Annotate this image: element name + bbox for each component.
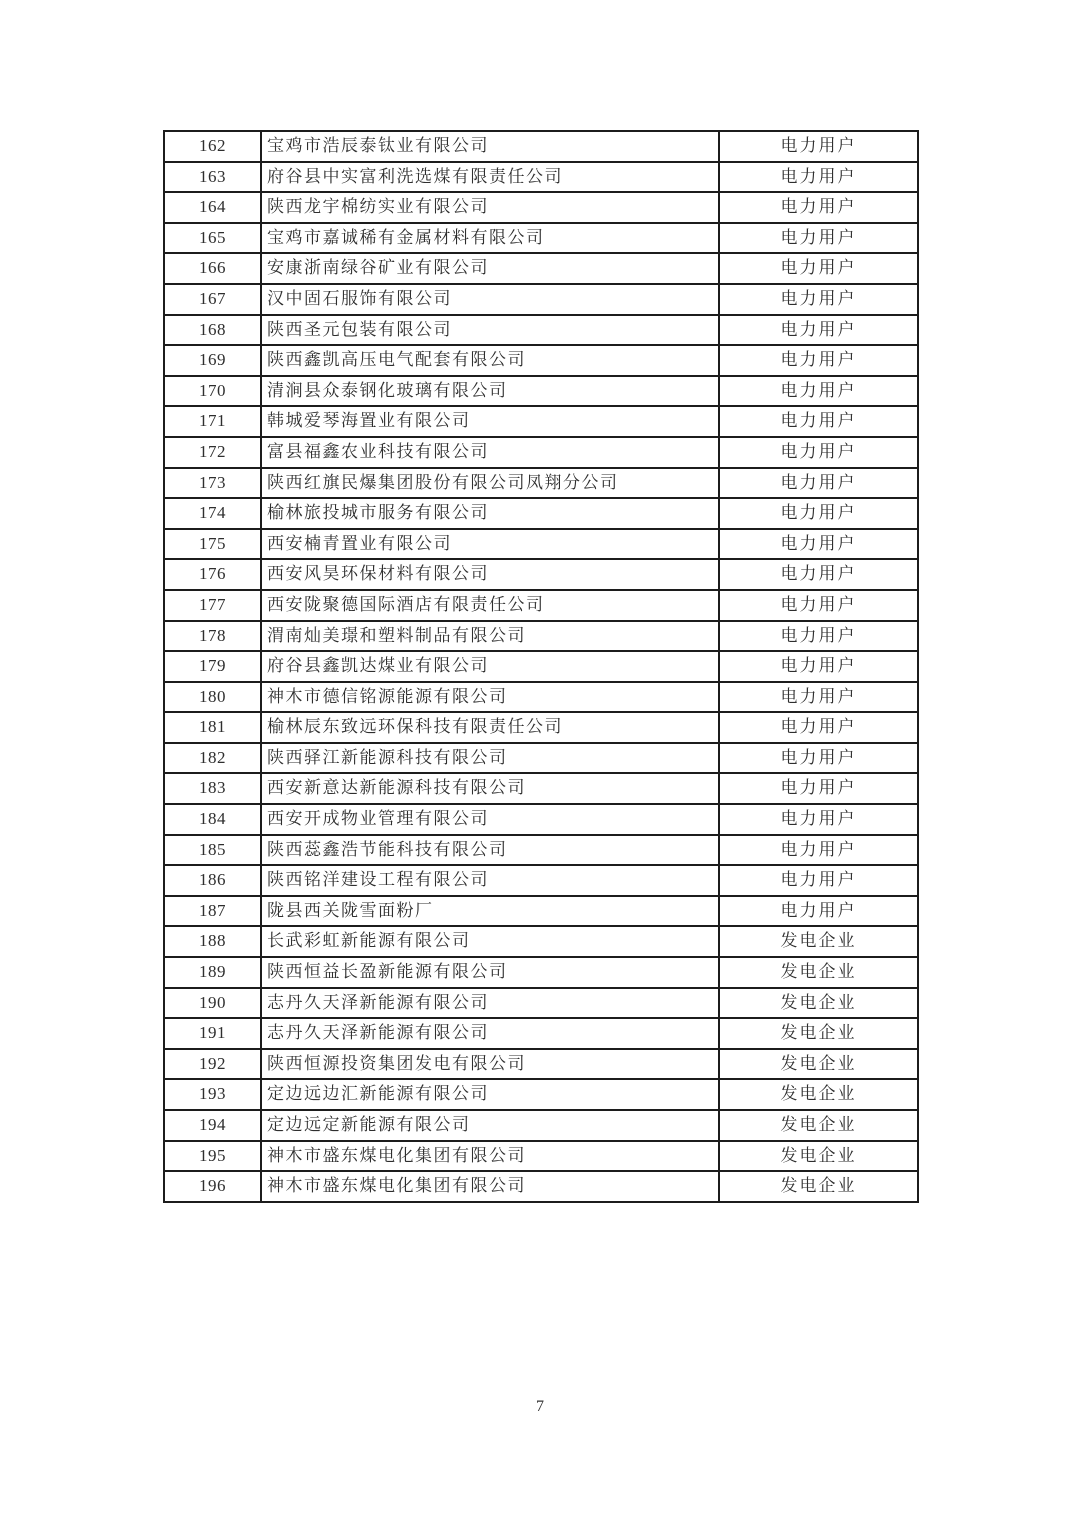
table-row xyxy=(164,437,918,468)
company-name: 府谷县鑫凯达煤业有限公司 xyxy=(261,651,719,682)
company-name: 陕西红旗民爆集团股份有限公司凤翔分公司 xyxy=(261,468,719,499)
participant-type: 电力用户 xyxy=(719,682,918,713)
participant-type: 发电企业 xyxy=(719,1171,918,1202)
participant-type: 电力用户 xyxy=(719,712,918,743)
company-name: 西安风昊环保材料有限公司 xyxy=(261,559,719,590)
row-number: 168 xyxy=(164,315,261,346)
table-row xyxy=(164,988,918,1019)
participant-type: 发电企业 xyxy=(719,988,918,1019)
row-number: 169 xyxy=(164,345,261,376)
participant-type: 电力用户 xyxy=(719,223,918,254)
row-number: 174 xyxy=(164,498,261,529)
company-name: 富县福鑫农业科技有限公司 xyxy=(261,437,719,468)
table-row xyxy=(164,1018,918,1049)
row-number: 167 xyxy=(164,284,261,315)
table-row xyxy=(164,131,918,162)
table-row xyxy=(164,162,918,193)
participant-type: 电力用户 xyxy=(719,468,918,499)
row-number: 179 xyxy=(164,651,261,682)
participant-type: 电力用户 xyxy=(719,284,918,315)
row-number: 163 xyxy=(164,162,261,193)
row-number: 184 xyxy=(164,804,261,835)
table-row xyxy=(164,743,918,774)
company-name: 府谷县中实富利洗选煤有限责任公司 xyxy=(261,162,719,193)
participant-type: 电力用户 xyxy=(719,315,918,346)
participant-type: 电力用户 xyxy=(719,406,918,437)
participant-type: 电力用户 xyxy=(719,437,918,468)
participant-type: 发电企业 xyxy=(719,1079,918,1110)
table-row xyxy=(164,529,918,560)
participant-type: 发电企业 xyxy=(719,1018,918,1049)
row-number: 191 xyxy=(164,1018,261,1049)
participant-type: 发电企业 xyxy=(719,926,918,957)
row-number: 170 xyxy=(164,376,261,407)
participant-type: 电力用户 xyxy=(719,743,918,774)
company-name: 榆林辰东致远环保科技有限责任公司 xyxy=(261,712,719,743)
row-number: 192 xyxy=(164,1049,261,1080)
company-name: 神木市德信铭源能源有限公司 xyxy=(261,682,719,713)
table-row xyxy=(164,253,918,284)
table-body xyxy=(164,131,918,1202)
table-row xyxy=(164,590,918,621)
table-row xyxy=(164,651,918,682)
table-row xyxy=(164,682,918,713)
participant-type: 电力用户 xyxy=(719,559,918,590)
participant-type: 电力用户 xyxy=(719,896,918,927)
row-number: 171 xyxy=(164,406,261,437)
row-number: 162 xyxy=(164,131,261,162)
table-row xyxy=(164,773,918,804)
company-name: 神木市盛东煤电化集团有限公司 xyxy=(261,1171,719,1202)
row-number: 178 xyxy=(164,621,261,652)
company-name: 西安新意达新能源科技有限公司 xyxy=(261,773,719,804)
company-name: 陕西蕊鑫浩节能科技有限公司 xyxy=(261,835,719,866)
table-row xyxy=(164,468,918,499)
row-number: 187 xyxy=(164,896,261,927)
company-name: 渭南灿美璟和塑料制品有限公司 xyxy=(261,621,719,652)
company-name: 志丹久天泽新能源有限公司 xyxy=(261,988,719,1019)
row-number: 176 xyxy=(164,559,261,590)
table-row xyxy=(164,315,918,346)
company-name: 陕西驿江新能源科技有限公司 xyxy=(261,743,719,774)
table-row xyxy=(164,284,918,315)
row-number: 196 xyxy=(164,1171,261,1202)
participant-type: 电力用户 xyxy=(719,162,918,193)
row-number: 188 xyxy=(164,926,261,957)
company-name: 宝鸡市浩辰泰钛业有限公司 xyxy=(261,131,719,162)
table-row xyxy=(164,1079,918,1110)
participant-type: 电力用户 xyxy=(719,131,918,162)
participant-type: 发电企业 xyxy=(719,1049,918,1080)
company-name: 陕西恒益长盈新能源有限公司 xyxy=(261,957,719,988)
row-number: 172 xyxy=(164,437,261,468)
row-number: 182 xyxy=(164,743,261,774)
participant-type: 电力用户 xyxy=(719,621,918,652)
row-number: 165 xyxy=(164,223,261,254)
participant-type: 电力用户 xyxy=(719,773,918,804)
company-name: 榆林旅投城市服务有限公司 xyxy=(261,498,719,529)
table-row xyxy=(164,835,918,866)
participant-type: 发电企业 xyxy=(719,1110,918,1141)
table-row xyxy=(164,621,918,652)
participant-type: 电力用户 xyxy=(719,865,918,896)
row-number: 194 xyxy=(164,1110,261,1141)
company-name: 陕西龙宇棉纺实业有限公司 xyxy=(261,192,719,223)
row-number: 195 xyxy=(164,1141,261,1172)
company-name: 陕西恒源投资集团发电有限公司 xyxy=(261,1049,719,1080)
table-row xyxy=(164,1049,918,1080)
table-row xyxy=(164,345,918,376)
company-name: 定边远定新能源有限公司 xyxy=(261,1110,719,1141)
row-number: 177 xyxy=(164,590,261,621)
row-number: 175 xyxy=(164,529,261,560)
row-number: 173 xyxy=(164,468,261,499)
table-row xyxy=(164,559,918,590)
participant-type: 电力用户 xyxy=(719,804,918,835)
company-name: 韩城爱琴海置业有限公司 xyxy=(261,406,719,437)
participant-type: 电力用户 xyxy=(719,835,918,866)
company-name: 陕西圣元包装有限公司 xyxy=(261,315,719,346)
table-row xyxy=(164,192,918,223)
row-number: 164 xyxy=(164,192,261,223)
company-name: 安康浙南绿谷矿业有限公司 xyxy=(261,253,719,284)
participant-type: 电力用户 xyxy=(719,376,918,407)
row-number: 189 xyxy=(164,957,261,988)
participant-type: 电力用户 xyxy=(719,192,918,223)
participant-type: 发电企业 xyxy=(719,957,918,988)
company-name: 陕西铭洋建设工程有限公司 xyxy=(261,865,719,896)
participant-type: 电力用户 xyxy=(719,345,918,376)
row-number: 166 xyxy=(164,253,261,284)
table-row xyxy=(164,926,918,957)
company-name: 西安开成物业管理有限公司 xyxy=(261,804,719,835)
table-row xyxy=(164,896,918,927)
company-name: 汉中固石服饰有限公司 xyxy=(261,284,719,315)
company-name: 神木市盛东煤电化集团有限公司 xyxy=(261,1141,719,1172)
page-number: 7 xyxy=(536,1398,544,1415)
company-name: 定边远边汇新能源有限公司 xyxy=(261,1079,719,1110)
table-row xyxy=(164,712,918,743)
row-number: 193 xyxy=(164,1079,261,1110)
table-row xyxy=(164,804,918,835)
company-name: 长武彩虹新能源有限公司 xyxy=(261,926,719,957)
table-row xyxy=(164,957,918,988)
table-row xyxy=(164,376,918,407)
row-number: 181 xyxy=(164,712,261,743)
company-name: 宝鸡市嘉诚稀有金属材料有限公司 xyxy=(261,223,719,254)
table-row xyxy=(164,406,918,437)
table-row xyxy=(164,1141,918,1172)
participant-type: 发电企业 xyxy=(719,1141,918,1172)
row-number: 183 xyxy=(164,773,261,804)
participant-type: 电力用户 xyxy=(719,498,918,529)
company-name: 志丹久天泽新能源有限公司 xyxy=(261,1018,719,1049)
row-number: 180 xyxy=(164,682,261,713)
table-row xyxy=(164,1171,918,1202)
company-name: 陕西鑫凯高压电气配套有限公司 xyxy=(261,345,719,376)
company-name: 陇县西关陇雪面粉厂 xyxy=(261,896,719,927)
participant-type: 电力用户 xyxy=(719,529,918,560)
participant-type: 电力用户 xyxy=(719,651,918,682)
company-list-table xyxy=(163,130,919,1203)
table-row xyxy=(164,223,918,254)
company-name: 西安楠青置业有限公司 xyxy=(261,529,719,560)
table-row xyxy=(164,865,918,896)
row-number: 185 xyxy=(164,835,261,866)
company-name: 清涧县众泰钢化玻璃有限公司 xyxy=(261,376,719,407)
company-name: 西安陇聚德国际酒店有限责任公司 xyxy=(261,590,719,621)
table-row xyxy=(164,498,918,529)
participant-type: 电力用户 xyxy=(719,590,918,621)
table-row xyxy=(164,1110,918,1141)
participant-type: 电力用户 xyxy=(719,253,918,284)
row-number: 186 xyxy=(164,865,261,896)
row-number: 190 xyxy=(164,988,261,1019)
